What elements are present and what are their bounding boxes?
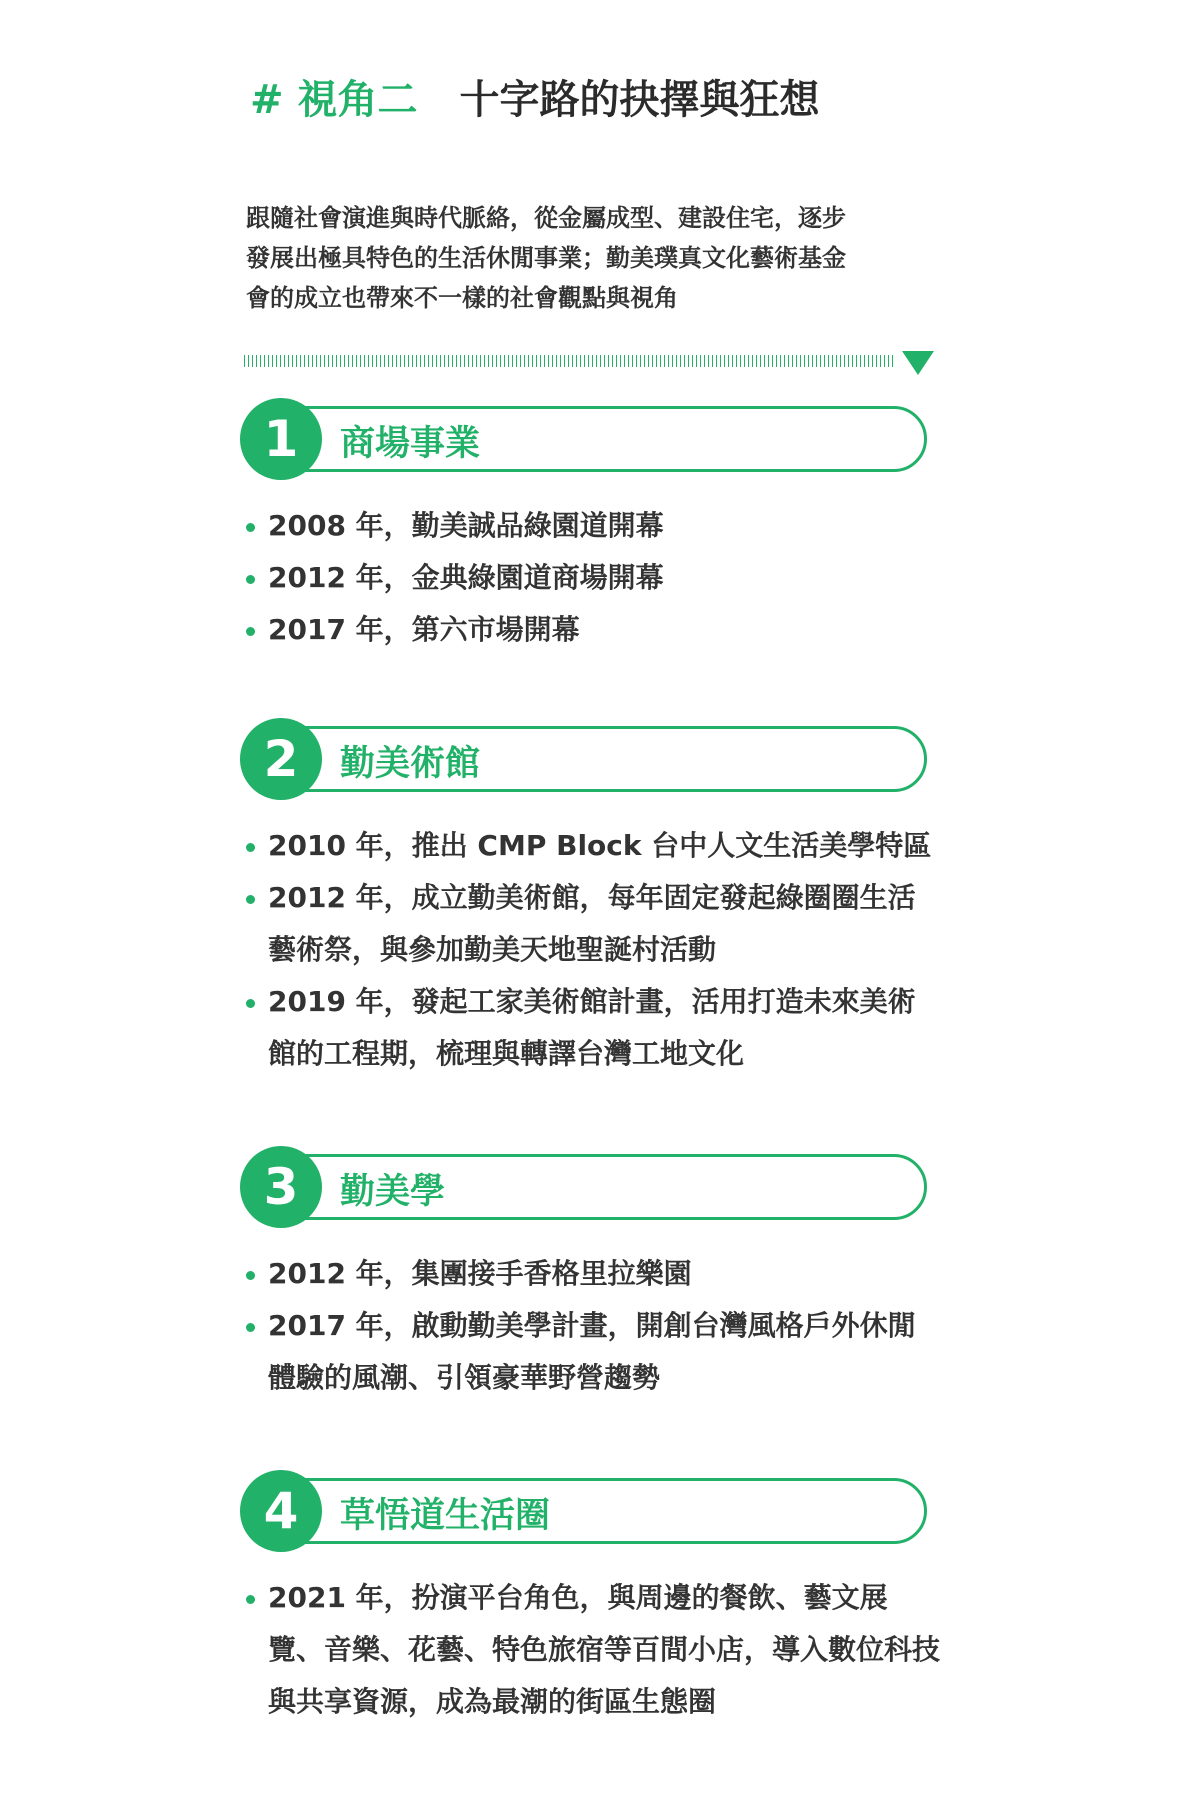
list-item-text: 2017 年，第六市場開幕 <box>268 613 580 646</box>
bullet-dot-icon <box>246 523 255 532</box>
section-number-badge: 4 <box>240 1470 322 1552</box>
bullet-dot-icon <box>246 1271 255 1280</box>
section-number-badge: 3 <box>240 1146 322 1228</box>
list-item-text: 2012 年，集團接手香格里拉樂園 <box>268 1257 692 1290</box>
list-item <box>240 1572 940 1728</box>
section-number-badge: 2 <box>240 718 322 800</box>
section-title: 草悟道生活圈 <box>340 1496 551 1536</box>
triangle-down-icon <box>902 351 934 375</box>
bullet-dot-icon <box>246 575 255 584</box>
list-item <box>240 552 940 604</box>
list-item <box>240 604 940 656</box>
section-title: 商場事業 <box>340 424 481 464</box>
bullet-list <box>240 820 940 1080</box>
bullet-list <box>240 500 940 656</box>
bullet-list <box>240 1248 940 1404</box>
list-item-text: 2021 年，扮演平台角色，與周邊的餐飲、藝文展覽、音樂、花藝、特色旅宿等百間小店，導入數位科技與共享資源，成為最潮的街區生態圈 <box>268 1581 941 1718</box>
list-item-text: 2012 年，成立勤美術館，每年固定發起綠圈圈生活藝術祭，與參加勤美天地聖誕村活動 <box>268 881 916 966</box>
list-item <box>240 976 940 1080</box>
list-item <box>240 820 940 872</box>
page-title: 十字路的抉擇與狂想 <box>459 77 820 123</box>
bullet-dot-icon <box>246 1595 255 1604</box>
heading-tag: # 視角二 <box>250 77 418 123</box>
list-item-text: 2012 年，金典綠園道商場開幕 <box>268 561 664 594</box>
bullet-dot-icon <box>246 895 255 904</box>
section-title: 勤美學 <box>340 1172 446 1212</box>
list-item <box>240 500 940 552</box>
list-item <box>240 1300 940 1404</box>
list-item-text: 2019 年，發起工家美術館計畫，活用打造未來美術館的工程期，梳理與轉譯台灣工地文化 <box>268 985 916 1070</box>
intro-paragraph: 跟隨社會演進與時代脈絡，從金屬成型、建設住宅，逐步 發展出極具特色的生活休閒事業；勤美璞真文化藝術基金 會的成立也帶來不一樣的社會觀點與視角 <box>246 204 846 312</box>
list-item-text: 2008 年，勤美誠品綠園道開幕 <box>268 509 664 542</box>
bullet-dot-icon <box>246 843 255 852</box>
section-number-badge: 1 <box>240 398 322 480</box>
dotted-divider <box>244 355 894 367</box>
page-heading <box>250 68 819 125</box>
list-item <box>240 1248 940 1300</box>
list-item-text: 2010 年，推出 CMP Block 台中人文生活美學特區 <box>268 829 932 862</box>
list-item-text: 2017 年，啟動勤美學計畫，開創台灣風格戶外休閒體驗的風潮、引領豪華野營趨勢 <box>268 1309 916 1394</box>
list-item <box>240 872 940 976</box>
section-title: 勤美術館 <box>340 744 481 784</box>
bullet-dot-icon <box>246 1323 255 1332</box>
bullet-dot-icon <box>246 627 255 636</box>
bullet-list <box>240 1572 940 1728</box>
bullet-dot-icon <box>246 999 255 1008</box>
